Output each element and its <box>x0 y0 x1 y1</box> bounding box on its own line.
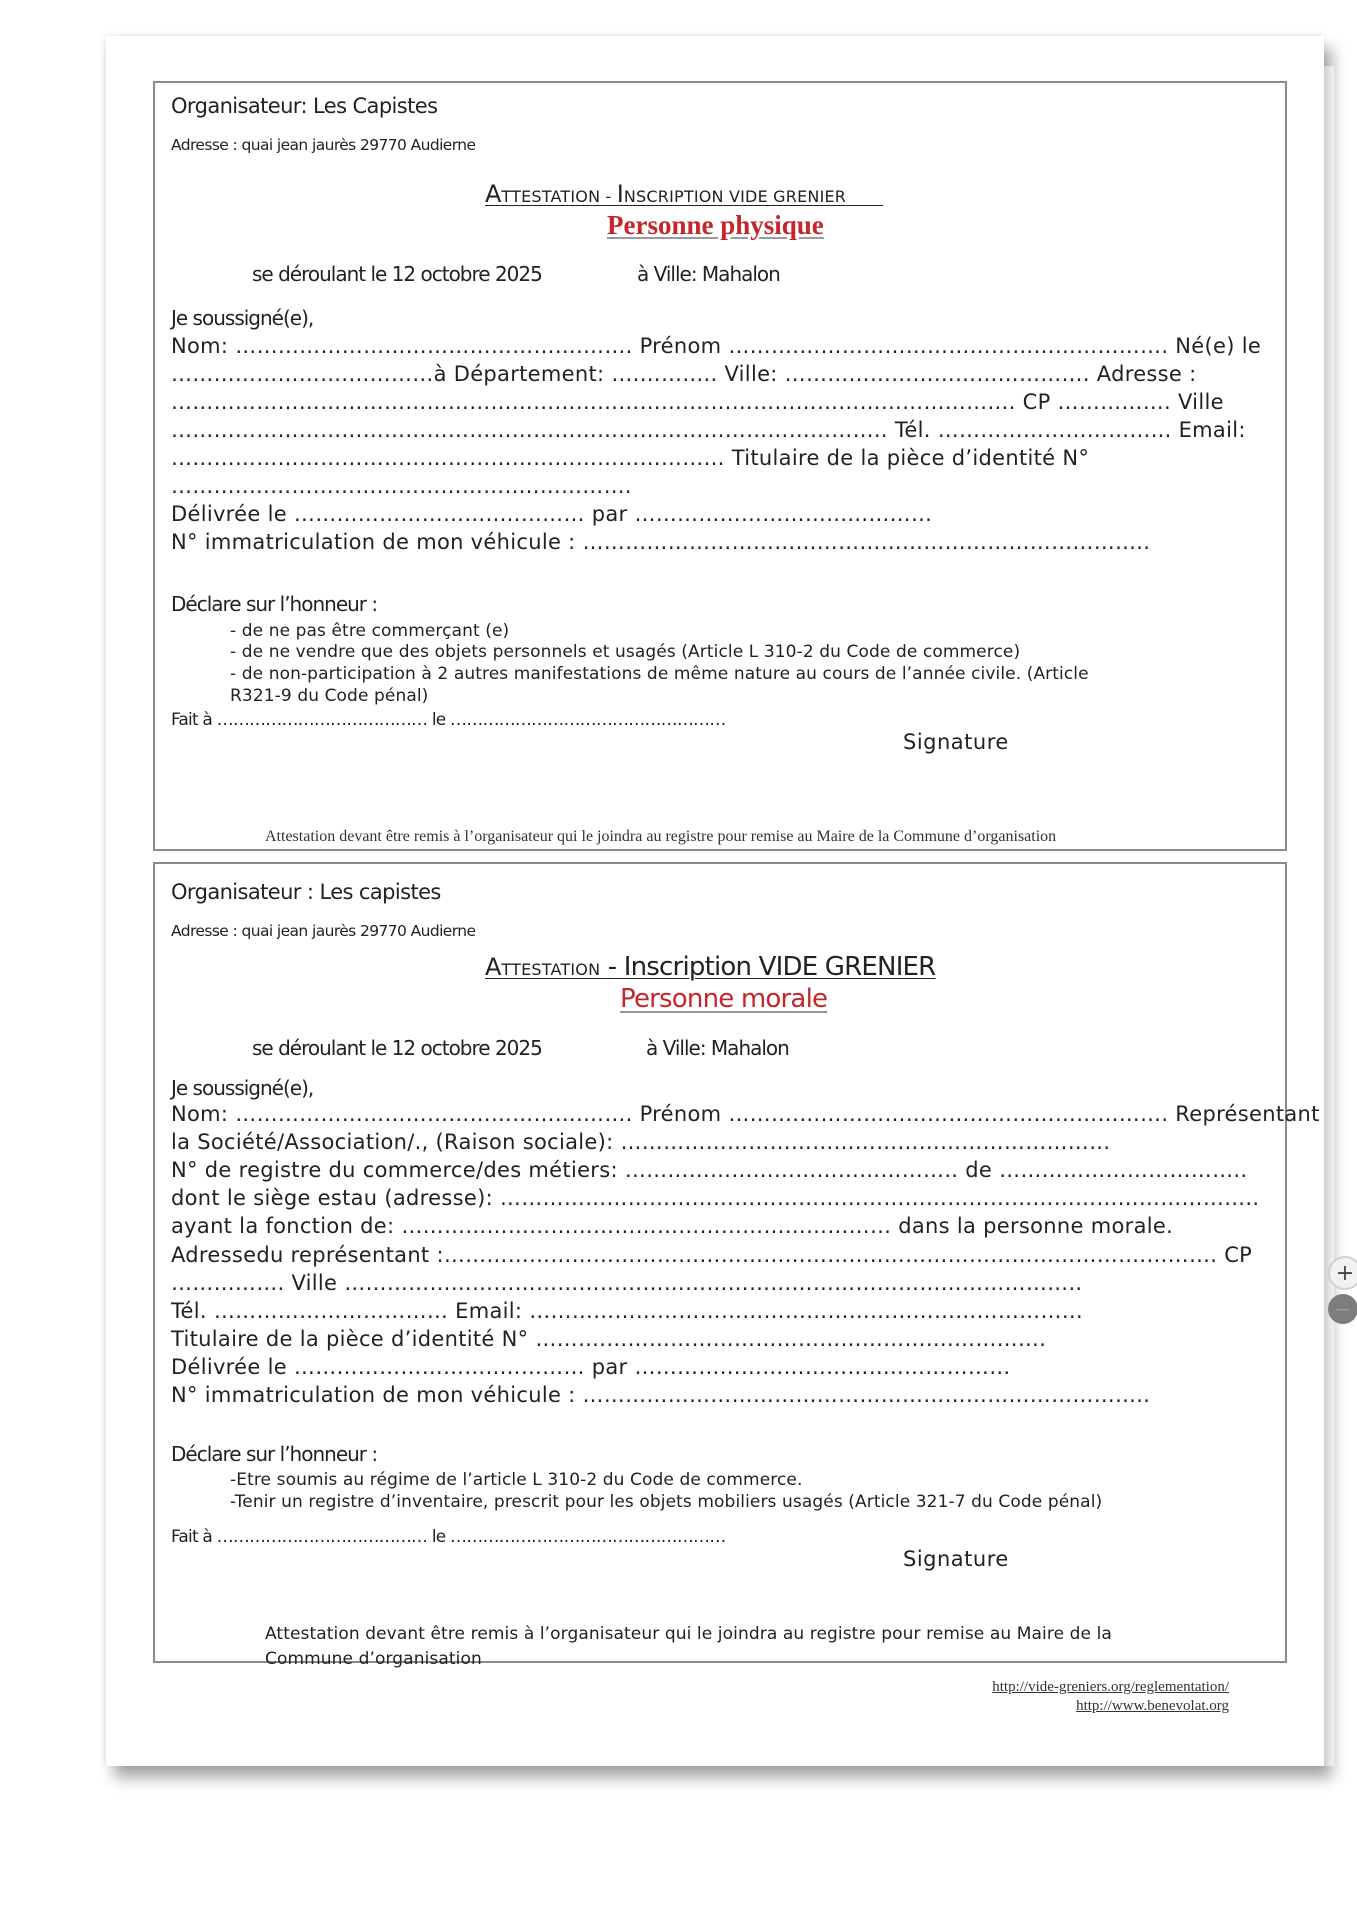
title-sep: - <box>600 187 617 206</box>
event-date: se déroulant le 12 octobre 2025 <box>252 262 542 286</box>
event-city: à Ville: Mahalon <box>646 1036 789 1060</box>
form-footer-note: Attestation devant être remis à l’organisateur qui le joindra au registre pour remise au Maire de la Commune d’organisation <box>265 828 1057 845</box>
form-line: Je soussigné(e), <box>171 1076 314 1100</box>
title-rest: - Inscription VIDE GRENIER <box>600 952 936 982</box>
form-line[interactable]: …………………………………………………………………… Titulaire de la pièce d’identité N° <box>171 446 1090 470</box>
declaration-item: - de ne vendre que des objets personnels et usagés (Article L 310-2 du Code de commerce) <box>230 642 1021 662</box>
form-line[interactable]: Adressedu représentant :……………………………………………………..……………………………….………. CP <box>171 1243 1253 1267</box>
organizer-address: Adresse : quai jean jaurès 29770 Audierne <box>171 922 476 940</box>
plus-icon: + <box>1335 1260 1355 1286</box>
title-trailing-underline <box>846 187 883 206</box>
form-line[interactable]: Tél. …………………………… Email: …………………………………………………………………… <box>171 1299 1084 1323</box>
title-rest: NSCRIPTION VIDE GRENIER <box>623 187 847 206</box>
form-line[interactable]: N° immatriculation de mon véhicule : …………………………………………………………………….. <box>171 1383 1151 1407</box>
signature-label: Signature <box>903 730 1009 754</box>
signature-label: Signature <box>903 1547 1009 1571</box>
title-initial: A <box>485 953 502 981</box>
title-word: TTESTATION <box>501 960 601 979</box>
declaration-heading: Déclare sur l’honneur : <box>171 592 378 616</box>
form-line[interactable]: ……………………………………………………………………………………….. Tél. …………………………... Email: <box>171 418 1246 442</box>
page-shadow <box>1324 66 1334 1766</box>
title-initial: A <box>485 180 502 208</box>
declaration-item: -Tenir un registre d’inventaire, prescrit pour les objets mobiliers usagés (Article 321-7 du Code pénal) <box>230 1492 1103 1512</box>
declaration-item: -Etre soumis au régime de l’article L 310-2 du Code de commerce. <box>230 1470 803 1490</box>
declaration-item: - de ne pas être commerçant (e) <box>230 621 510 641</box>
form-line[interactable]: ……………. Ville ………………………………………………………………………………………….. <box>171 1271 1083 1295</box>
form-line[interactable]: N° de registre du commerce/des métiers: ……………………………………….. de …………………………….. <box>171 1158 1248 1182</box>
organizer-name: Organisateur: Les Capistes <box>171 94 438 118</box>
form-line[interactable]: dont le siège estau (adresse): …………………………………………………………………………………………….. <box>171 1186 1260 1210</box>
form-line[interactable]: N° immatriculation de mon véhicule : …………………………………………………………………….. <box>171 530 1151 554</box>
fait-a-line[interactable]: Fait à ………………………………… le …………………………………………… <box>171 1527 726 1547</box>
form-title <box>485 952 935 982</box>
link-vide-greniers[interactable]: http://vide-greniers.org/reglementation/ <box>992 1679 1229 1695</box>
zoom-out-button[interactable] <box>1328 1294 1357 1324</box>
form-line[interactable]: la Société/Association/., (Raison sociale): …………………………………………………………… <box>171 1130 1111 1154</box>
organizer-name: Organisateur : Les capistes <box>171 880 441 904</box>
declaration-heading: Déclare sur l’honneur : <box>171 1442 378 1466</box>
form-line[interactable]: Délivrée le ………………………..………… par …………………………...……… <box>171 502 933 526</box>
form-footer-note: Attestation devant être remis à l’organisateur qui le joindra au registre pour remise au Maire de la Commune d’organisation <box>265 1624 1112 1669</box>
form-subtitle: Personne physique <box>607 210 824 240</box>
zoom-in-button[interactable] <box>1328 1256 1357 1290</box>
declaration-item: - de non-participation à 2 autres manifestations de même nature au cours de l’année civile. (Article <box>230 664 1089 684</box>
form-line[interactable]: …………………….…………à Département: ….……….. Ville: ……………………………………. Adresse : <box>171 362 1197 386</box>
form-line[interactable]: Nom: ………………………………………….……. Prénom ……….……………………………………………. Né(e) le <box>171 334 1262 358</box>
minus-icon: − <box>1334 1297 1352 1321</box>
event-city: à Ville: Mahalon <box>637 262 780 286</box>
form-line[interactable]: ……………………………………………………………….………………………………………. CP ……………. Ville <box>171 390 1224 414</box>
organizer-address: Adresse : quai jean jaurès 29770 Audierne <box>171 136 476 154</box>
form-line[interactable]: Nom: ………………………………………….……. Prénom ……….……………………………………………. Représentant <box>171 1102 1320 1126</box>
link-benevolat[interactable]: http://www.benevolat.org <box>1076 1698 1229 1714</box>
declaration-item: R321-9 du Code pénal) <box>230 686 429 706</box>
title-word: TTESTATION <box>501 187 601 206</box>
form-subtitle: Personne morale <box>620 984 828 1014</box>
event-date: se déroulant le 12 octobre 2025 <box>252 1036 542 1060</box>
form-line: Je soussigné(e), <box>171 306 314 330</box>
form-line[interactable]: ayant la fonction de: …………………………………………………………… dans la personne morale. <box>171 1214 1174 1238</box>
title-initial-2: I <box>616 180 624 208</box>
form-title <box>485 180 883 208</box>
form-line[interactable]: Délivrée le ………………………..………… par ………………………………..…………… <box>171 1355 1011 1379</box>
form-line[interactable]: ………..…………………………………..…………. <box>171 474 632 498</box>
fait-a-line[interactable]: Fait à ………………………………… le …………………………………………… <box>171 710 726 730</box>
form-line[interactable]: Titulaire de la pièce d’identité N° ……….………………………………………….…………. <box>171 1327 1047 1351</box>
